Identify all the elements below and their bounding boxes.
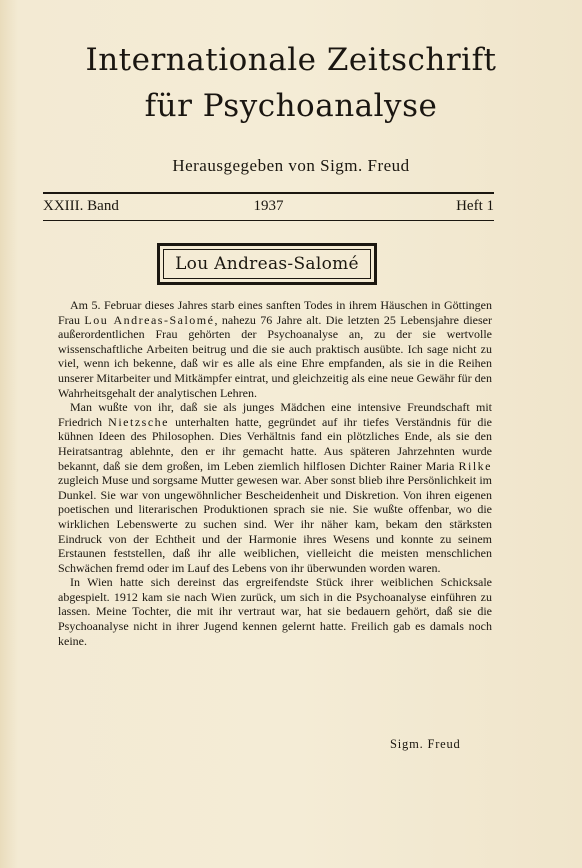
header-rule-bottom: [43, 220, 494, 221]
paragraph-1-text-b: , nahezu 76 Jahre alt. Die letzten 25 Lebensjahre dieser außerordentlichen Frau gehörten der Psychoanalyse an, zu der sie wertvolle wissenschaftliche Arbeiten beitrug und die sie auch praktisch ausübte. Ich sage nicht zu viel, wenn ich bekenne, daß wir es alle als eine Ehre empfanden, als sie in die Reihen unserer Mitarbeiter und Mitkämpfer eintrat, und gleichzeitig als eine neue Gewähr für den Wahrheitsgehalt der analytischen Lehren.: [58, 312, 492, 400]
paragraph-2-text-b: unterhalten hatte, gegründet auf ihr tiefes Verständnis für die kühnen Ideen des Philosophen. Dies Verhältnis fand ein plötzliches Ende, als sie den Heiratsantrag ablehnte, den er ihr gemacht hatte. Aus späteren Jahrzehnten wurde bekannt, daß sie dem großen, im Leben ziemlich hilflosen Dichter Rainer Maria: [58, 414, 492, 473]
journal-title-line-1: Internationale Zeitschrift: [85, 42, 497, 78]
editor-line: Herausgegeben von Sigm. Freud: [172, 156, 410, 175]
header-rule-top: [43, 192, 494, 194]
article-body: [58, 298, 492, 648]
spaced-name-nietzsche: Nietzsche: [108, 414, 169, 429]
signature: Sigm. Freud: [390, 737, 461, 751]
paragraph-1-text-a: Am 5. Februar dieses Jahres starb eines sanften Todes in ihrem Häuschen in Göttingen Frau: [58, 298, 492, 327]
year-label: 1937: [253, 198, 284, 214]
paragraph-2: [58, 400, 492, 575]
paragraph-2-text-a: Man wußte von ihr, daß sie als junges Mädchen eine intensive Freundschaft mit Friedrich: [58, 400, 492, 429]
paragraph-2-text-c: zugleich Muse und sorgsame Mutter gewesen war. Aber sonst blieb ihre Persönlichkeit im Dunkel. Sie war von ungewöhnlicher Bescheidenheit und Diskretion. Von ihren eigenen poetischen und literarischen Produktionen sprach sie nie. Sie wußte offenbar, wo die wirklichen Lebenswerte zu suchen sind. Wer ihr näher kam, bekam den stärksten Eindruck von der Echtheit und der Harmonie ihres Wesens und konnte zu seinem Erstaunen feststellen, daß ihr alle weiblichen, vielleicht die meisten menschlichen Schwächen fremd oder im Lauf des Lebens von ihr überwunden worden waren.: [58, 473, 492, 575]
paragraph-3: In Wien hatte sich dereinst das ergreifendste Stück ihrer weiblichen Schicksale abgespielt. 1912 kam sie nach Wien zurück, um sich in die Psychoanalyse einführen zu lassen. Meine Tochter, die mit ihr vertraut war, hat sie bedauern gehört, daß sie die Psychoanalyse nicht in ihrer Jugend kennen gelernt hatte. Freilich gab es damals noch keine.: [58, 575, 492, 648]
article-title: Lou Andreas-Salomé: [163, 249, 371, 279]
journal-title-line-2: für Psychoanalyse: [144, 88, 438, 124]
volume-label: XXIII. Band: [43, 198, 119, 214]
article-title-box: [157, 243, 377, 285]
paragraph-1: [58, 298, 492, 400]
spaced-name-salome: Lou Andreas-Salomé: [84, 312, 215, 327]
issue-line: [43, 198, 494, 218]
issue-number-label: Heft 1: [456, 198, 494, 214]
spaced-name-rilke: Rilke: [458, 458, 492, 473]
